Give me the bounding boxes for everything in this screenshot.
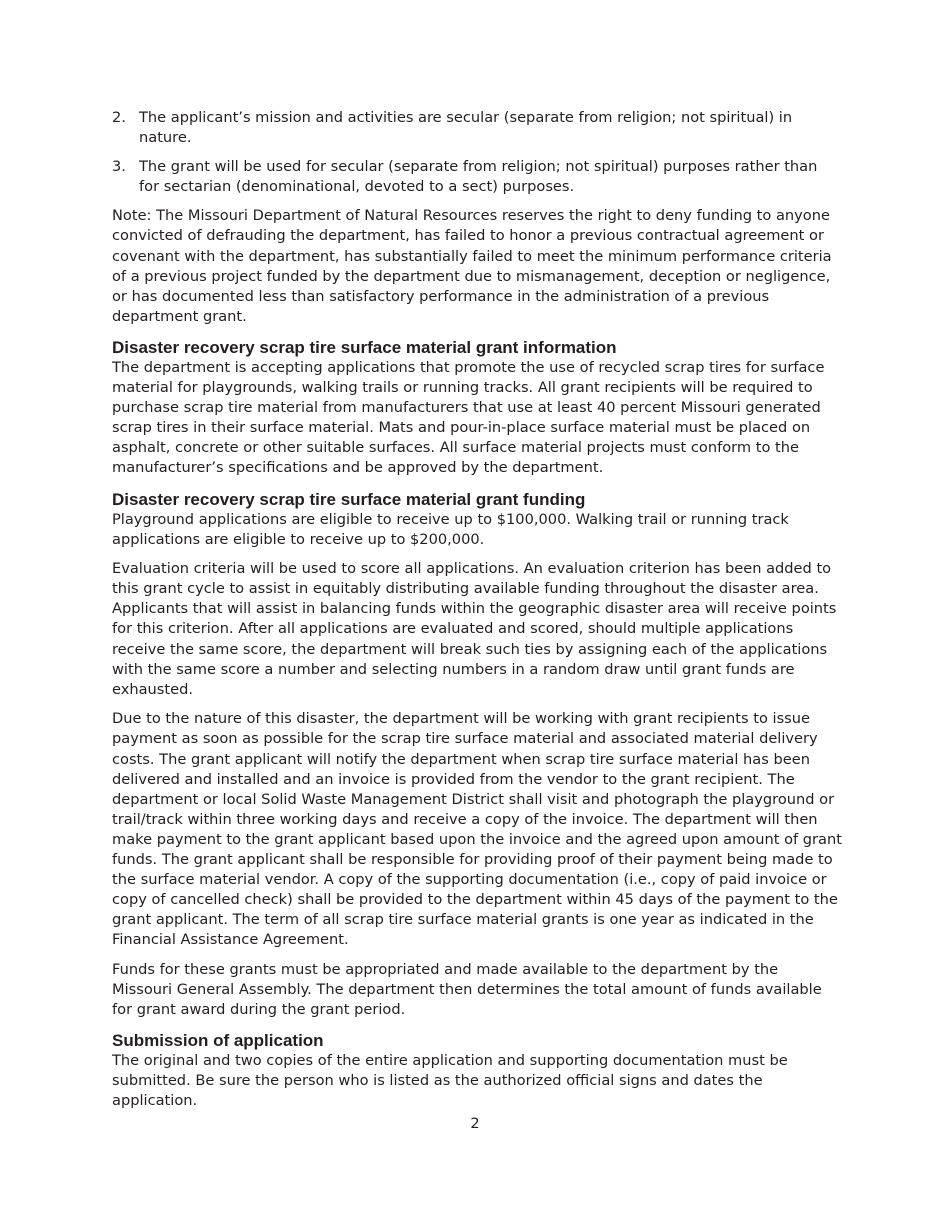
- list-item-text: The applicant’s mission and activities are secular (separate from religion; not spiritual) in nature.: [139, 109, 793, 147]
- page-number: 2: [470, 1115, 480, 1132]
- list-item: [112, 157, 842, 197]
- paragraph: Funds for these grants must be appropriated and made available to the department by the Missouri General Assembly. The department then determines the total amount of funds available for grant award during the grant period.: [112, 960, 822, 1019]
- paragraph: Playground applications are eligible to receive up to $100,000. Walking trail or running track applications are eligible to receive up to $200,000.: [112, 510, 789, 548]
- section-heading: Submission of application: [112, 1031, 324, 1051]
- list-item: [112, 108, 842, 148]
- note-paragraph: Note: The Missouri Department of Natural Resources reserves the right to deny funding to anyone convicted of defrauding the department, has failed to honor a previous contractual agreement or covenant with the department, has substantially failed to meet the minimum performance criteria of a previous project funded by the department due to mismanagement, deception or negligence, or has documented less than satisfactory performance in the administration of a previous department grant.: [112, 207, 832, 325]
- section-heading: Disaster recovery scrap tire surface material grant funding: [112, 489, 586, 509]
- paragraph: Evaluation criteria will be used to score all applications. An evaluation criterion has been added to this grant cycle to assist in equitably distributing available funding throughout the disaster area. Applicants that will assist in balancing funds within the geographic disaster area will receive points for this criterion. After all applications are evaluated and scored, should multiple applications receive the same score, the department will break such ties by assigning each of the applications with the same score a number and selecting numbers in a random draw until grant funds are exhausted.: [112, 560, 837, 698]
- list-item-text: The grant will be used for secular (separate from religion; not spiritual) purposes rather than for sectarian (denominational, devoted to a sect) purposes.: [139, 158, 818, 196]
- paragraph: Due to the nature of this disaster, the department will be working with grant recipients to issue payment as soon as possible for the scrap tire surface material and associated material delivery costs. The grant applicant will notify the department when scrap tire surface material has been delivered and installed and an invoice is provided from the vendor to the grant recipient. The department or local Solid Waste Management District shall visit and photograph the playground or trail/track within three working days and receive a copy of the invoice. The department will then make payment to the grant applicant based upon the invoice and the agreed upon amount of grant funds. The grant applicant shall be responsible for providing proof of their payment being made to the surface material vendor. A copy of the supporting documentation (i.e., copy of paid invoice or copy of cancelled check) shall be provided to the department within 45 days of the payment to the grant applicant. The term of all scrap tire surface material grants is one year as indicated in the Financial Assistance Agreement.: [112, 710, 842, 949]
- list-item-number: 2.: [112, 109, 126, 126]
- list-item-number: 3.: [112, 158, 126, 176]
- paragraph: The department is accepting applications that promote the use of recycled scrap tires for surface material for playgrounds, walking trails or running tracks. All grant recipients will be required to purchase scrap tire material from manufacturers that use at least 40 percent Missouri generated scrap tires in their surface material. Mats and pour-in-place surface material must be placed on asphalt, concrete or other suitable surfaces. All surface material projects must conform to the manufacturer’s specifications and be approved by the department.: [112, 358, 825, 477]
- section-heading: Disaster recovery scrap tire surface material grant information: [112, 337, 617, 357]
- paragraph: The original and two copies of the entire application and supporting documentation must be submitted. Be sure the person who is listed as the authorized official signs and dates the application.: [112, 1052, 788, 1110]
- document-page: [112, 108, 842, 1121]
